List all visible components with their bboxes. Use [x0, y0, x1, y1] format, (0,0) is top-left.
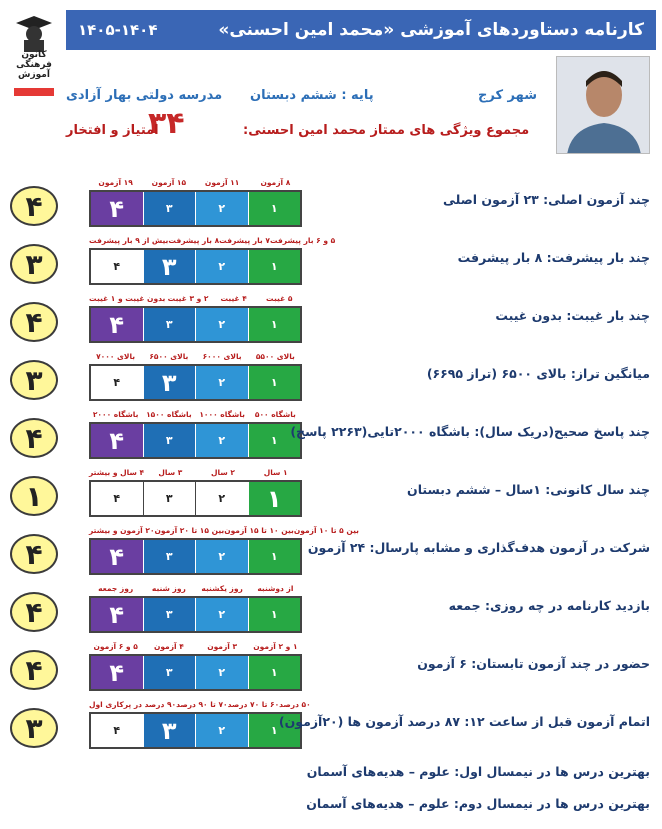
row-question: شرکت در آزمون هدف‌گذاری و مشابه پارسال: ۲۴ آزمون — [307, 540, 650, 555]
level-label: بالای ۶۵۰۰ — [149, 352, 189, 361]
level-box: ۴ — [91, 366, 143, 399]
level-boxes — [89, 306, 302, 343]
level-box: ۴ — [91, 598, 143, 631]
level-box: ۲ — [195, 192, 248, 225]
score-circle: ۴ — [10, 650, 58, 690]
student-photo — [556, 56, 650, 154]
level-box: ۳ — [143, 250, 196, 283]
level-labels — [89, 584, 302, 595]
achievement-row — [0, 176, 662, 234]
level-label: روز یکشنبه — [201, 584, 243, 593]
score-circle: ۴ — [10, 186, 58, 226]
score-circle: ۳ — [10, 244, 58, 284]
level-label: باشگاه ۱۰۰۰ — [199, 410, 245, 419]
level-boxes — [89, 364, 302, 401]
achievement-row — [0, 234, 662, 292]
achievement-row — [0, 640, 662, 698]
level-label: ۲۰ آزمون و بیشتر — [89, 526, 155, 535]
level-boxes — [89, 248, 302, 285]
level-box: ۳ — [143, 366, 196, 399]
level-label: بالای ۶۰۰۰ — [202, 352, 242, 361]
achievement-row — [0, 292, 662, 350]
achievement-row — [0, 350, 662, 408]
level-label: ۱۵ آزمون — [151, 178, 187, 187]
score-circle: ۴ — [10, 534, 58, 574]
score-label: مجموع ویژگی های ممتاز محمد امین احسنی: — [243, 123, 530, 138]
level-box: ۱ — [248, 308, 301, 341]
level-label: ۴ سال و بیشتر — [89, 468, 145, 477]
level-box: ۴ — [91, 424, 143, 457]
level-label: بدون غیبت و ۱ غیبت — [89, 294, 166, 303]
level-label: بیش از ۹ بار پیشرفت — [89, 236, 169, 245]
level-box: ۲ — [195, 308, 248, 341]
level-box: ۲ — [195, 482, 248, 515]
achievement-row — [0, 524, 662, 582]
level-box: ۲ — [195, 656, 248, 689]
score-circle: ۴ — [10, 302, 58, 342]
level-boxes — [89, 538, 302, 575]
level-label: بین ۵ تا ۱۰ آزمون — [293, 526, 359, 535]
level-box: ۳ — [143, 192, 196, 225]
student-photo-image — [557, 57, 650, 154]
logo — [6, 12, 62, 96]
score-circle: ۳ — [10, 360, 58, 400]
level-label: ۴ آزمون — [153, 642, 184, 651]
level-label: ۷۰ تا ۹۰ درصد — [176, 700, 228, 709]
row-question: چند سال کانونی: ۱سال – ششم دبستان — [407, 482, 650, 497]
level-box: ۳ — [143, 424, 196, 457]
level-box: ۲ — [195, 714, 248, 747]
level-box: ۱ — [248, 366, 301, 399]
level-box: ۲ — [195, 540, 248, 573]
score-circle: ۴ — [10, 592, 58, 632]
level-label: ۹۰ درصد در پرکاری اول — [89, 700, 177, 709]
level-box: ۲ — [195, 424, 248, 457]
level-box: ۱ — [248, 598, 301, 631]
level-labels — [89, 526, 359, 537]
level-label: ۴ غیبت — [220, 294, 247, 303]
level-boxes — [89, 596, 302, 633]
level-label: ۸ آزمون — [260, 178, 291, 187]
level-box: ۳ — [143, 540, 196, 573]
level-labels — [89, 410, 302, 421]
level-label: ۱ و ۲ آزمون — [253, 642, 298, 651]
level-box: ۲ — [195, 366, 248, 399]
title-bar — [66, 10, 656, 50]
level-box: ۴ — [91, 192, 143, 225]
level-label: ۳ آزمون — [207, 642, 238, 651]
logo-line: کانون — [21, 50, 47, 60]
level-label: باشگاه ۲۰۰۰ — [92, 410, 139, 419]
level-box: ۴ — [91, 540, 143, 573]
row-question: اتمام آزمون قبل از ساعت ۱۲: ۸۷ درصد آزمون ها (۲۰آزمون) — [278, 714, 650, 729]
row-question: حضور در چند آزمون تابستان: ۶ آزمون — [417, 656, 650, 671]
level-box: ۴ — [91, 250, 143, 283]
logo-line: فرهنگی — [16, 60, 52, 70]
page-title: کارنامه دستاوردهای آموزشی «محمد امین احسنی» — [218, 20, 644, 40]
level-box: ۳ — [143, 656, 196, 689]
level-box: ۱ — [248, 424, 301, 457]
level-box: ۴ — [91, 714, 143, 747]
logo-tag — [14, 88, 54, 96]
level-box: ۳ — [143, 598, 196, 631]
level-label: ۶۰ تا ۷۰ درصد — [227, 700, 280, 709]
level-boxes — [89, 712, 302, 749]
level-box: ۳ — [143, 308, 196, 341]
level-label: بین ۱۵ تا ۲۰ آزمون — [154, 526, 225, 535]
level-label: ۸ بار پیشرفت — [168, 236, 220, 245]
achievement-row — [0, 408, 662, 466]
level-label: ۲ سال — [211, 468, 235, 477]
graduate-icon — [14, 12, 54, 52]
level-label: ۱۱ آزمون — [204, 178, 240, 187]
level-boxes — [89, 654, 302, 691]
level-box: ۱ — [248, 714, 301, 747]
level-label: بالای ۵۵۰۰ — [255, 352, 295, 361]
level-label: ۵۰ درصد — [279, 700, 311, 709]
level-labels — [89, 700, 311, 711]
level-label: ۷ بار پیشرفت — [219, 236, 270, 245]
best-subjects-second: بهترین درس ها در نیمسال دوم: علوم – هدیه‌های آسمان — [306, 796, 650, 811]
row-question: چند بار غیبت: بدون غیبت — [495, 308, 650, 323]
level-label: ۱۹ آزمون — [98, 178, 133, 187]
grade: پایه : ششم دبستان — [250, 88, 374, 103]
level-box: ۳ — [143, 714, 196, 747]
level-labels — [89, 178, 302, 189]
level-label: ۳ سال — [158, 468, 183, 477]
level-label: باشگاه ۱۵۰۰ — [146, 410, 192, 419]
logo-line: آموزش — [18, 70, 50, 80]
row-question: چند آزمون اصلی: ۲۳ آزمون اصلی — [442, 192, 650, 207]
score-value: ۳۴ — [148, 106, 185, 141]
level-labels — [89, 468, 302, 479]
score-circle: ۳ — [10, 708, 58, 748]
level-label: روز جمعه — [98, 584, 134, 593]
level-boxes — [89, 422, 302, 459]
level-box: ۱ — [248, 192, 301, 225]
level-label: بالای ۷۰۰۰ — [96, 352, 136, 361]
level-labels — [89, 236, 336, 247]
level-box: ۱ — [248, 482, 301, 515]
level-labels — [89, 294, 302, 305]
school-year: ۱۴۰۵-۱۴۰۴ — [78, 21, 158, 39]
level-boxes — [89, 190, 302, 227]
level-labels — [89, 642, 302, 653]
level-label: روز شنبه — [151, 584, 186, 593]
row-question: میانگین تراز: بالای ۶۵۰۰ (تراز ۶۶۹۵) — [426, 366, 650, 381]
level-box: ۲ — [195, 598, 248, 631]
level-label: بین ۱۰ تا ۱۵ آزمون — [224, 526, 294, 535]
level-label: ۲ و ۳ غیبت — [167, 294, 209, 303]
level-label: ۵ و ۶ آزمون — [93, 642, 138, 651]
level-label: از دوشنبه — [257, 584, 294, 593]
level-box: ۴ — [91, 482, 143, 515]
achievement-row — [0, 698, 662, 756]
level-boxes — [89, 480, 302, 517]
row-question: چند پاسخ صحیح(دریک سال): باشگاه ۲۰۰۰تایی(۲۲۶۳ پاسخ) — [290, 424, 650, 439]
level-label: باشگاه ۵۰۰ — [254, 410, 296, 419]
level-box: ۲ — [195, 250, 248, 283]
level-box: ۱ — [248, 540, 301, 573]
level-label: ۵ و ۶ بار پیشرفت — [269, 236, 336, 245]
level-label: ۵ غیبت — [266, 294, 293, 303]
city: شهر کرج — [478, 88, 537, 103]
level-box: ۱ — [248, 250, 301, 283]
level-box: ۴ — [91, 656, 143, 689]
level-labels — [89, 352, 302, 363]
score-circle: ۱ — [10, 476, 58, 516]
row-question: بازدید کارنامه در چه روزی: جمعه — [448, 598, 650, 613]
level-box: ۱ — [248, 656, 301, 689]
level-label: ۱ سال — [263, 468, 288, 477]
level-box: ۳ — [143, 482, 196, 515]
score-circle: ۴ — [10, 418, 58, 458]
row-question: چند بار پیشرفت: ۸ بار پیشرفت — [457, 250, 650, 265]
level-box: ۴ — [91, 308, 143, 341]
school-name: مدرسه دولتی بهار آزادی — [66, 88, 223, 103]
best-subjects-first: بهترین درس ها در نیمسال اول: علوم – هدیه‌های آسمان — [306, 764, 650, 779]
achievement-row — [0, 466, 662, 524]
score-unit: امتیاز و افتخار — [66, 123, 159, 138]
achievement-row — [0, 582, 662, 640]
